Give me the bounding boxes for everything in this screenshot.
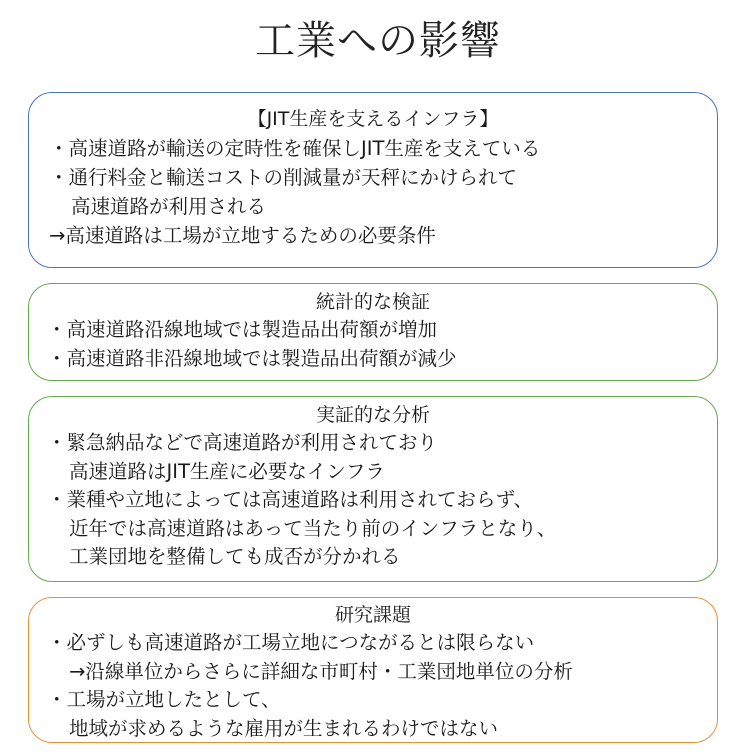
bullet-line: ・高速道路沿線地域では製造品出荷額が増加 — [47, 318, 438, 341]
bullet-line: ・高速道路が輸送の定時性を確保しJIT生産を支えている — [49, 137, 541, 160]
arrow-line: →沿線単位からさらに詳細な市町村・工業団地単位の分析 — [69, 659, 573, 683]
jit-infrastructure-heading: 【JIT生産を支えるインフラ】 — [247, 108, 499, 130]
page-title: 工業への影響 — [255, 18, 501, 64]
jit-infrastructure-box — [28, 92, 718, 268]
statistical-verification-box — [28, 283, 718, 381]
continuation-line: 地域が求めるような雇用が生まれるわけではない — [69, 716, 499, 740]
bullet-line: ・必ずしも高速道路が工場立地につながるとは限らない — [47, 631, 535, 654]
bullet-line: ・通行料金と輸送コストの削減量が天秤にかけられて — [49, 166, 518, 189]
empirical-analysis-heading: 実証的な分析 — [315, 404, 430, 426]
bullet-line: ・高速道路非沿線地域では製造品出荷額が減少 — [47, 346, 457, 370]
empirical-analysis-box — [28, 396, 718, 582]
conclusion-line: →高速道路は工場が立地するための必要条件 — [49, 224, 436, 247]
continuation-line: 高速道路が利用される — [71, 195, 267, 218]
continuation-line: 近年では高速道路はあって当たり前のインフラとなり、 — [69, 516, 557, 540]
bullet-line: ・緊急納品などで高速道路が利用されており — [47, 431, 438, 454]
research-issues-box — [28, 597, 718, 743]
continuation-line: 工業団地を整備しても成否が分かれる — [69, 545, 401, 568]
statistical-verification-heading: 統計的な検証 — [315, 291, 430, 313]
bullet-line: ・工場が立地したとして、 — [47, 688, 281, 711]
research-issues-heading: 研究課題 — [334, 604, 411, 626]
bullet-line: ・業種や立地によっては高速道路は利用されておらず、 — [47, 488, 533, 511]
continuation-line: 高速道路はJIT生産に必要なインフラ — [69, 459, 385, 483]
